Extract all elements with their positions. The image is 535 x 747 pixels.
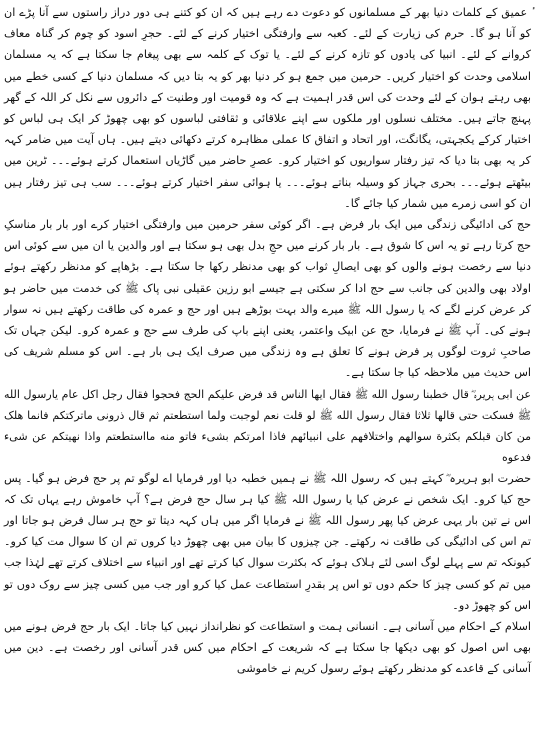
hadith-arabic-text: عن ابی ہریرہ ؓ قال خطبنا رسول الله ﷺ فقال ایها الناس قد فرض علیکم الحج فحجوا فقال رجل اکل عام یارسول الله ﷺ فسکت حتی قالها ثلاثا فقال رسول الله ﷺ لو قلت نعم لوجبت ولما استطعتم ثم قال ذرونی ماترکتکم فانما هلک من کان قبلکم بکثرة سوالهم واختلافهم علی انبیائهم فاذا امرتکم بشیء فاتو منه مااستطعتم واذا نهیتکم عن شیء فدعوه — [4, 387, 531, 464]
hadith-translation: حضرت ابو ہریرہ ؓ کہتے ہیں کہ رسول اللہ ﷺ نے ہمیں خطبہ دیا اور فرمایا اے لوگو تم پر حج فرض ہو گیا۔ پس حج کیا کرو۔ ایک شخص نے عرض کیا یا رسول اللہ ﷺ کیا ہر سال حج فرض ہے؟ آپ خاموش رہے یہاں تک کہ اس نے تین بار یہی عرض کیا پھر رسول اللہ ﷺ نے فرمایا اگر میں ہاں کہہ دیتا تو حج ہر سال فرض ہو جاتا اور تم اس کی ادائیگی کی طاقت نہ رکھتے۔ جن چیزوں کا بیان میں بھی چھوڑ دیا کروں تم ان کا سوال مت کیا کرو۔ کیونکہ تم سے پہلے لوگ اسی لئے ہلاک ہوئے کہ بکثرت سوال کیا کرتے تھے اور انبیاء سے اختلاف کرتے تھے لہٰذا جب میں تم کو کسی چیز کا حکم دوں تو اس پر بقدرِ استطاعت عمل کیا کرو اور جب میں کسی چیز سے روک دوں تو اس کو چھوڑ دو۔ — [4, 471, 531, 612]
paragraph-closing: اسلام کے احکام میں آسانی ہے۔ انسانی ہمت و استطاعت کو نظرانداز نہیں کیا جاتا۔ ایک بار حج فرض ہونے میں بھی اس اصول کو بھی دیکھا جا سکتا ہے کہ شریعت کے احکام میں کس قدر آسانی اور رخصت ہے۔ دین میں آسانی کے قاعدے کو مدنظر رکھتے ہوئے رسول کریم نے خاموشی — [4, 620, 531, 676]
document-page — [4, 2, 531, 745]
paragraph-hajj-call: ٔ عمیق کے کلمات دنیا بھر کے مسلمانوں کو دعوت دے رہے ہیں کہ ان کو کتنے ہی دور دراز راستوں سے آنا پڑے ان کو آنا ہو گا۔ حرم کی زیارت کے لئے۔ کعبہ سے وارفتگی اختیار کرنے کے لئے۔ حجرِ اسود کو چوم کر گناہ معاف کروانے کے لئے۔ انبیا کی یادوں کو تازہ کرنے کے لئے۔ یا توک کے کلمہ سے بھی پیغام جا سکتا ہے کہ یہ مسلمان اسلامی وحدت کو اختیار کریں۔ حرمین میں جمع ہو کر دنیا بھر کو یہ بتا دیں کہ مسلمان دنیا کے کسی خطے میں بھی رہتے ہوان کے لئے وحدت کی اس قدر اہمیت ہے کہ وہ قومیت اور وطنیت کے دائروں سے نکل کر اللہ کے گھر پہنچ جاتے ہیں۔ مختلف نسلوں اور ملکوں سے اپنے علاقائی و ثقافتی لباسوں کو بھی چھوڑ کر ایک ہی لباس کو اختیار کرکے یکجہتی، یگانگت، اور اتحاد و اتفاق کا عملی مظاہرہ کرتے دکھائی دیتے ہیں۔ ہاں آیت میں ضامر کہہ کر یہ بھی بتا دیا کہ تیز رفتار سواریوں کو اختیار کرو۔ عصرِ حاضر میں گاڑیاں استعمال کرتے ہوئے۔۔۔ ٹرین میں بیٹھتے ہوئے۔۔۔ بحری جہاز کو وسیلہ بناتے ہوئے۔۔۔ یا ہوائی سفر اختیار کرتے ہوئے۔۔۔ سب ہی تیز رفتار ہیں ان کو اسی زمرے میں شمار کیا جائے گا۔ — [4, 6, 531, 210]
paragraph-hajj-once: حج کی ادائیگی زندگی میں ایک بار فرض ہے۔ اگر کوئی سفر حرمین میں وارفتگی اختیار کرے اور بار بار مناسکِ حج کرتا رہے تو یہ اس کا شوق ہے۔ بار بار کرنے میں حجِ بدل بھی ہو سکتا ہے اور والدین یا ان میں سے کوئی اس دنیا سے رخصت ہونے والوں کو بھی ایصالِ ثواب کو بھی مدنظر رکھا جا سکتا ہے۔ بڑھاپے کو مدنظر رکھتے ہوئے اولاد بھی والدین کی جانب سے حج ادا کر سکتی ہے جیسے ابو رزین عقیلی نبی پاک ﷺ کی خدمت میں حاضر ہو کر عرض کرنے لگے کہ یا رسول اللہ ﷺ میرے والد بہت بوڑھے ہیں اور حج و عمرہ کی طاقت رکھتے ہیں نہ سوار ہونے کی۔ آپ ﷺ نے فرمایا، حج عن ابیک واعتمر، یعنی اپنے باپ کی طرف سے حج و عمرہ کرو۔ لیکن جہاں تک صاحبِ ثروت لوگوں پر فرض ہونے کا تعلق ہے وہ زندگی میں صرف ایک ہی بار ہے۔ اس کو مسلم شریف کی اس حدیث میں ملاحظہ کیا جا سکتا ہے۔ — [4, 218, 531, 380]
